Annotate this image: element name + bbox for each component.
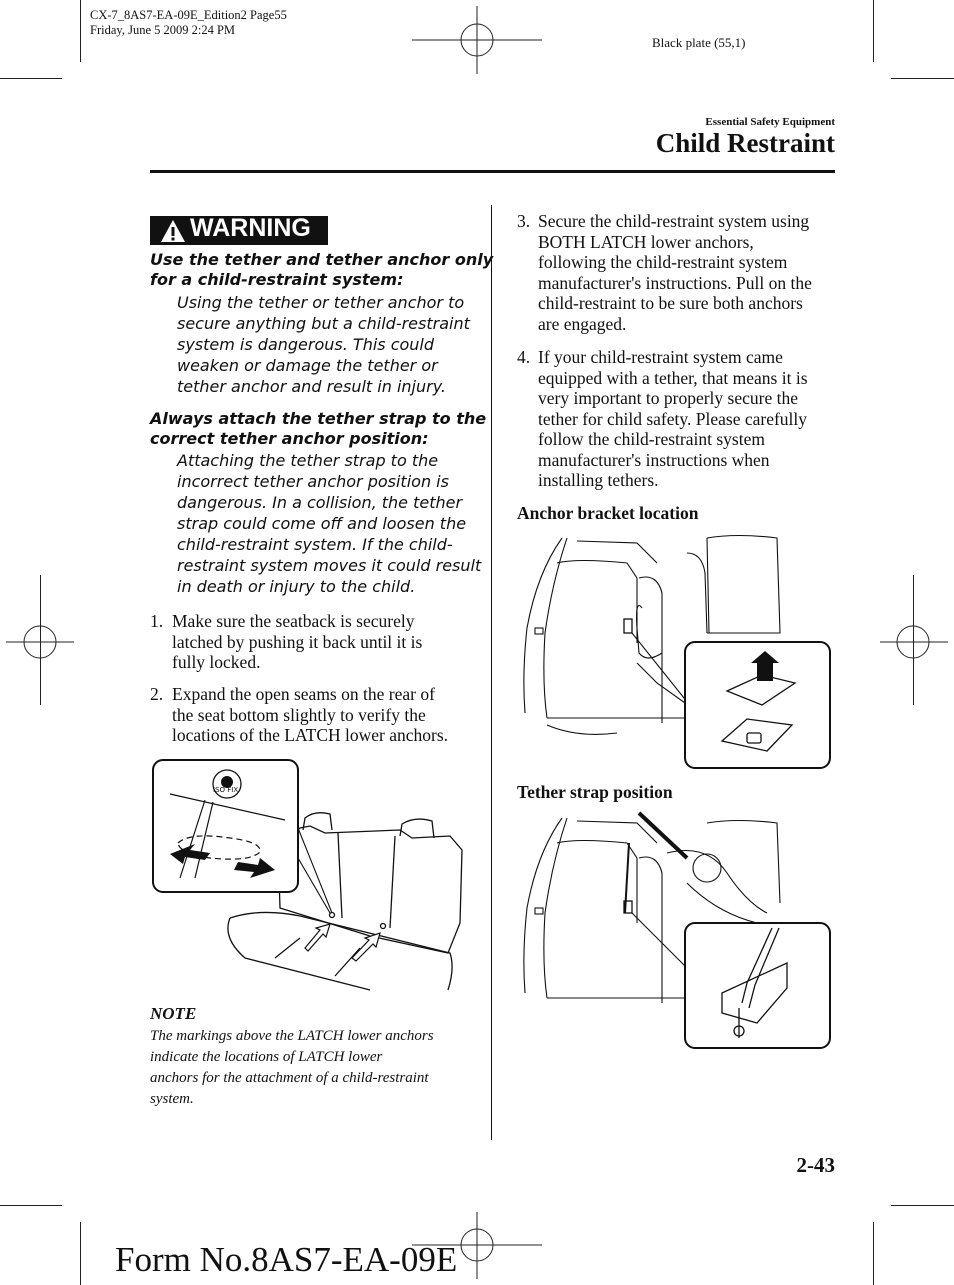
section-label: Essential Safety Equipment (705, 116, 835, 128)
step-line: Secure the child-restraint system using (538, 211, 810, 231)
print-slug (90, 8, 287, 38)
step-line: locations of the LATCH lower anchors. (172, 725, 449, 745)
step-line: manufacturer's instructions when (538, 449, 770, 470)
warning-1-line: secure anything but a child-restraint (177, 314, 470, 333)
step-number: 2. (150, 684, 164, 704)
step-line: If your child-restraint system came (538, 347, 783, 367)
warning-2-line: incorrect tether anchor position is (177, 472, 449, 491)
column-divider (491, 205, 492, 1140)
plate-label: Black plate (55,1) (652, 35, 746, 50)
warning-2-line: strap could come off and loosen the (177, 514, 467, 533)
warning-1-heading-line-1: Use the tether and tether anchor only (150, 250, 494, 269)
warning-2-body (177, 450, 481, 597)
note-line: The markings above the LATCH lower anchors (150, 1028, 434, 1044)
step-line: are engaged. (538, 313, 627, 334)
warning-1-body (177, 292, 470, 397)
warning-2-line: dangerous. In a collision, the tether (177, 493, 463, 512)
step-line: installing tethers. (538, 470, 659, 490)
page-number: 2-43 (796, 1153, 835, 1177)
warning-triangle-icon (160, 219, 186, 243)
step-line: latched by pushing it back until it is (172, 631, 423, 652)
warning-1-heading (150, 250, 493, 290)
step-4 (517, 347, 847, 491)
step-line: BOTH LATCH lower anchors, (538, 231, 754, 252)
anchor-bracket-illustration (517, 533, 832, 773)
warning-2-line: child-restraint system. If the child- (177, 535, 453, 554)
warning-label: WARNING (190, 214, 311, 242)
step-line: manufacturer's instructions. Pull on the (538, 272, 812, 293)
step-line: the seat bottom slightly to verify the (172, 704, 426, 725)
note-heading: NOTE (150, 1004, 197, 1023)
warning-2-heading-line-1: Always attach the tether strap to the (150, 409, 487, 428)
step-line: following the child-restraint system (538, 252, 788, 272)
note-line: indicate the locations of LATCH lower (150, 1049, 383, 1065)
warning-2-line: Attaching the tether strap to the (177, 451, 439, 470)
step-line: child-restraint to be sure both anchors (538, 293, 803, 313)
title-divider (150, 170, 835, 173)
rear-seat-illustration (150, 758, 470, 993)
step-1 (150, 611, 480, 673)
slug-line-1: CX-7_8AS7-EA-09E_Edition2 Page55 (90, 8, 287, 22)
warning-2-line: restraint system moves it could result (177, 556, 482, 575)
step-2 (150, 684, 480, 746)
warning-1-line: weaken or damage the tether or (177, 356, 438, 375)
warning-2-line: in death or injury to the child. (177, 577, 416, 596)
step-number: 1. (150, 611, 164, 631)
step-number: 3. (517, 211, 531, 231)
page-title: Child Restraint (655, 128, 835, 158)
warning-1-line: system is dangerous. This could (177, 335, 435, 354)
tether-strap-label: Tether strap position (517, 782, 673, 802)
note-line: anchors for the attachment of a child-restraint (150, 1070, 429, 1086)
step-line: Make sure the seatback is securely (172, 611, 415, 631)
step-line: follow the child-restraint system (538, 429, 765, 449)
anchor-bracket-label: Anchor bracket location (517, 503, 699, 523)
warning-1-line: tether anchor and result in injury. (177, 377, 446, 396)
step-line: equipped with a tether, that means it is (538, 367, 808, 388)
isofix-mark-label: ISO FIX (213, 786, 239, 794)
step-line: very important to properly secure the (538, 388, 798, 408)
step-line: fully locked. (172, 652, 261, 672)
warning-2-heading (150, 409, 486, 449)
step-line: Expand the open seams on the rear of (172, 684, 435, 704)
note-line: system. (150, 1091, 194, 1107)
tether-strap-illustration (517, 813, 832, 1053)
warning-2-heading-line-2: correct tether anchor position: (150, 429, 429, 448)
step-3 (517, 211, 847, 334)
warning-1-line: Using the tether or tether anchor to (177, 293, 465, 312)
step-number: 4. (517, 347, 531, 367)
form-number: Form No.8AS7-EA-09E (115, 1240, 458, 1279)
slug-line-2: Friday, June 5 2009 2:24 PM (90, 23, 236, 37)
warning-1-heading-line-2: for a child-restraint system: (150, 270, 404, 289)
step-line: tether for child safety. Please carefully (538, 408, 808, 429)
note-body (150, 1026, 480, 1110)
